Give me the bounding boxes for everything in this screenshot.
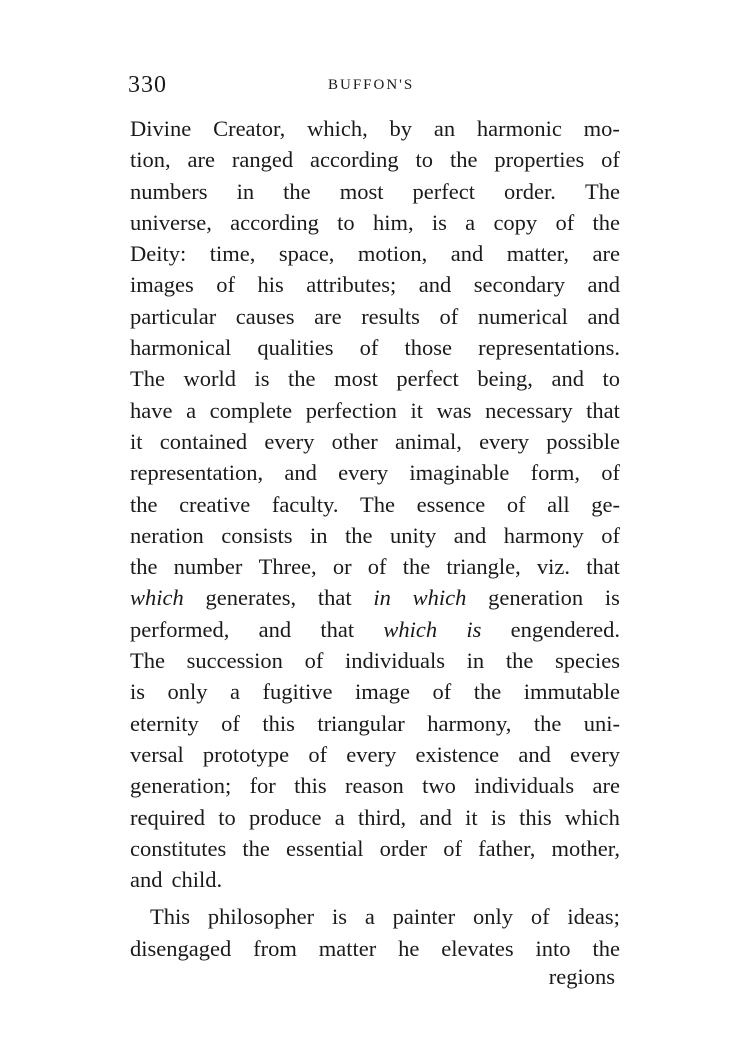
word: of [601, 460, 620, 486]
word: according [309, 147, 399, 173]
word: child. [171, 867, 223, 893]
body-text [130, 113, 620, 964]
word: is [254, 366, 270, 392]
word: viz. [536, 554, 571, 580]
text-line [130, 551, 620, 582]
word: immutable [523, 679, 620, 705]
word: that [320, 616, 355, 642]
word: of [359, 335, 379, 361]
text-line [130, 176, 620, 207]
word: are [592, 773, 620, 799]
word: harmonic [476, 116, 562, 141]
word: the [592, 209, 620, 235]
word: to [218, 804, 236, 830]
word: world [183, 366, 236, 392]
word: by [389, 116, 413, 141]
word: particular [130, 303, 217, 329]
word: and [587, 272, 620, 298]
word: is [604, 585, 620, 611]
word: and [258, 616, 292, 642]
italic-word: in [373, 585, 391, 611]
text-line [130, 614, 620, 645]
word: are [187, 147, 215, 173]
text-line [130, 363, 620, 394]
word: produce [248, 804, 322, 830]
word: of [216, 272, 235, 298]
word: unity [390, 522, 437, 548]
word: the [533, 710, 562, 736]
word: causes [235, 303, 295, 329]
word: only [167, 679, 208, 705]
word: copy [493, 209, 538, 235]
word: performed, [130, 616, 230, 642]
word: the [592, 935, 620, 961]
word: the [473, 679, 502, 705]
page-header [128, 72, 620, 102]
text-line [130, 144, 620, 175]
text-line [130, 113, 620, 144]
word: animal, [395, 428, 462, 454]
word: species [555, 648, 620, 674]
text-line [130, 301, 620, 332]
word: versal [130, 741, 184, 767]
word: third, [357, 804, 407, 830]
word: and [518, 741, 551, 767]
word: is [490, 804, 506, 830]
text-line [130, 489, 620, 520]
text-line [130, 933, 620, 964]
word: tion, [130, 147, 171, 173]
word: of [367, 554, 387, 580]
word: mother, [551, 835, 620, 861]
word: an [433, 116, 456, 141]
word: triangular [317, 710, 405, 736]
word: perfect [412, 178, 475, 204]
text-line [130, 864, 620, 895]
word: essential [286, 835, 364, 861]
word: he [398, 935, 420, 961]
text-line [130, 802, 620, 833]
word: and [418, 272, 452, 298]
word: time, [209, 241, 256, 267]
word: which, [307, 116, 368, 141]
word: the [505, 648, 534, 674]
text-line [130, 833, 620, 864]
word: a [465, 209, 476, 235]
word: are [314, 303, 342, 329]
word: this [519, 804, 552, 830]
word: order [379, 835, 428, 861]
word: properties [494, 147, 585, 173]
word: most [339, 178, 384, 204]
text-line [130, 645, 620, 676]
text-line [130, 770, 620, 801]
word: that [317, 585, 352, 611]
word: secondary [473, 272, 565, 298]
word: every [346, 741, 397, 767]
word: the [449, 147, 478, 173]
word: numerical [477, 303, 568, 329]
word: individuals [344, 648, 445, 674]
word: of [432, 679, 452, 705]
word: and [284, 460, 317, 486]
text-line [130, 395, 620, 426]
word: faculty. [271, 491, 339, 517]
word: the [130, 554, 158, 580]
word: to [415, 147, 434, 173]
word: painter [392, 904, 456, 930]
word: into [535, 935, 571, 961]
word: uni- [583, 710, 620, 736]
word: of [601, 522, 620, 548]
word: required [130, 804, 205, 830]
text-line [130, 426, 620, 457]
word: of [555, 209, 575, 235]
word: results [361, 303, 420, 329]
word: most [334, 366, 378, 392]
word: is [130, 679, 146, 705]
word: Creator, [213, 116, 286, 141]
text-line [130, 332, 620, 363]
word: The [360, 491, 396, 517]
word: of [304, 648, 324, 674]
word: and [453, 522, 487, 548]
word: mo- [583, 116, 620, 141]
word: number [173, 554, 243, 580]
word: all [547, 491, 570, 517]
word: a [334, 804, 345, 830]
word: to [602, 366, 620, 392]
word: or [332, 554, 352, 580]
word: in [236, 178, 255, 204]
word: engendered. [510, 616, 620, 642]
word: father, [478, 835, 536, 861]
word: according [230, 209, 319, 235]
word: consists [221, 522, 293, 548]
word: prototype [202, 741, 290, 767]
word: is [331, 904, 347, 930]
word: of [601, 147, 620, 173]
running-head: BUFFON'S [328, 77, 415, 93]
word: other [331, 428, 378, 454]
word: his [257, 272, 284, 298]
word: and [551, 366, 584, 392]
word: every [264, 428, 315, 454]
word: have [130, 397, 173, 423]
word: the [130, 491, 158, 517]
word: philosopher [207, 904, 315, 930]
word: the [402, 554, 431, 580]
word: those [404, 335, 453, 361]
word: was [436, 397, 472, 423]
word: of [443, 835, 463, 861]
word: being, [477, 366, 533, 392]
word: from [253, 935, 297, 961]
text-line [130, 269, 620, 300]
word: constitutes [130, 835, 227, 861]
word: a [364, 904, 375, 930]
word: triangle, [446, 554, 521, 580]
word: disengaged [130, 935, 232, 961]
italic-word: which [130, 585, 184, 611]
word: only [472, 904, 513, 930]
word: harmony, [427, 710, 512, 736]
text-line [130, 708, 620, 739]
word: of [308, 741, 328, 767]
word: are [592, 241, 620, 267]
word: possible [546, 428, 620, 454]
word: it [410, 397, 423, 423]
word: motion, [357, 241, 428, 267]
word: order. [504, 178, 556, 204]
word: every [479, 428, 530, 454]
word: form, [530, 460, 580, 486]
text-line [130, 520, 620, 551]
word: the [345, 522, 373, 548]
text-line [130, 739, 620, 770]
word: which [564, 804, 620, 830]
word: it [465, 804, 478, 830]
italic-word: is [466, 616, 482, 642]
word: Deity: [130, 241, 187, 267]
word: existence [415, 741, 500, 767]
word: matter, [506, 241, 569, 267]
word: a [186, 397, 197, 423]
catchword: regions [548, 964, 615, 989]
word: ge- [591, 491, 620, 517]
word: This [150, 904, 191, 930]
word: Three, [258, 554, 317, 580]
word: of [530, 904, 550, 930]
text-line [130, 676, 620, 707]
word: him, [372, 209, 414, 235]
word: Divine [130, 116, 192, 141]
page-number: 330 [128, 72, 167, 98]
text-line [130, 901, 620, 932]
word: and [587, 303, 620, 329]
word: and [130, 867, 163, 893]
word: perfect [396, 366, 459, 392]
word: in [466, 648, 485, 674]
text-line [130, 582, 620, 613]
word: to [337, 209, 355, 235]
word: and [419, 804, 452, 830]
word: ranged [231, 147, 294, 173]
word: generation [488, 585, 584, 611]
word: harmonical [130, 335, 232, 361]
word: representations. [478, 335, 620, 361]
word: attributes; [306, 272, 397, 298]
word: is [431, 209, 447, 235]
word: perfection [305, 397, 397, 423]
word: essence [416, 491, 486, 517]
word: The [130, 648, 165, 674]
word: individuals [474, 773, 575, 799]
italic-word: which [412, 585, 467, 611]
word: elevates [441, 935, 514, 961]
word: creative [179, 491, 251, 517]
word: qualities [257, 335, 334, 361]
word: this [294, 773, 327, 799]
word: The [584, 178, 620, 204]
word: contained [159, 428, 248, 454]
text-line [130, 238, 620, 269]
word: in [309, 522, 328, 548]
word: that [586, 397, 620, 423]
word: image [355, 679, 410, 705]
word: numbers [130, 178, 208, 204]
word: reason [345, 773, 404, 799]
word: this [262, 710, 295, 736]
word: and [450, 241, 484, 267]
word: space, [278, 241, 335, 267]
word: generation; [130, 773, 232, 799]
word: neration [130, 522, 204, 548]
word: the [288, 366, 316, 392]
word: succession [186, 648, 283, 674]
word: two [422, 773, 456, 799]
word: of [221, 710, 240, 736]
text-line [130, 457, 620, 488]
word: imaginable [409, 460, 510, 486]
word: images [130, 272, 194, 298]
word: matter [318, 935, 377, 961]
word: the [242, 835, 270, 861]
word: for [249, 773, 276, 799]
word: harmony [503, 522, 584, 548]
word: of [506, 491, 526, 517]
word: The [130, 366, 165, 392]
word: the [283, 178, 311, 204]
word: every [570, 741, 620, 767]
word: ideas; [567, 904, 620, 930]
word: it [130, 428, 143, 454]
word: necessary [485, 397, 573, 423]
word: every [338, 460, 389, 486]
word: generates, [205, 585, 297, 611]
word: universe, [130, 209, 212, 235]
word: that [586, 554, 620, 580]
word: eternity [130, 710, 199, 736]
word: of [439, 303, 459, 329]
word: fugitive [262, 679, 333, 705]
text-line [130, 207, 620, 238]
word: representation, [130, 460, 264, 486]
word: a [230, 679, 241, 705]
italic-word: which [383, 616, 438, 642]
word: complete [209, 397, 293, 423]
